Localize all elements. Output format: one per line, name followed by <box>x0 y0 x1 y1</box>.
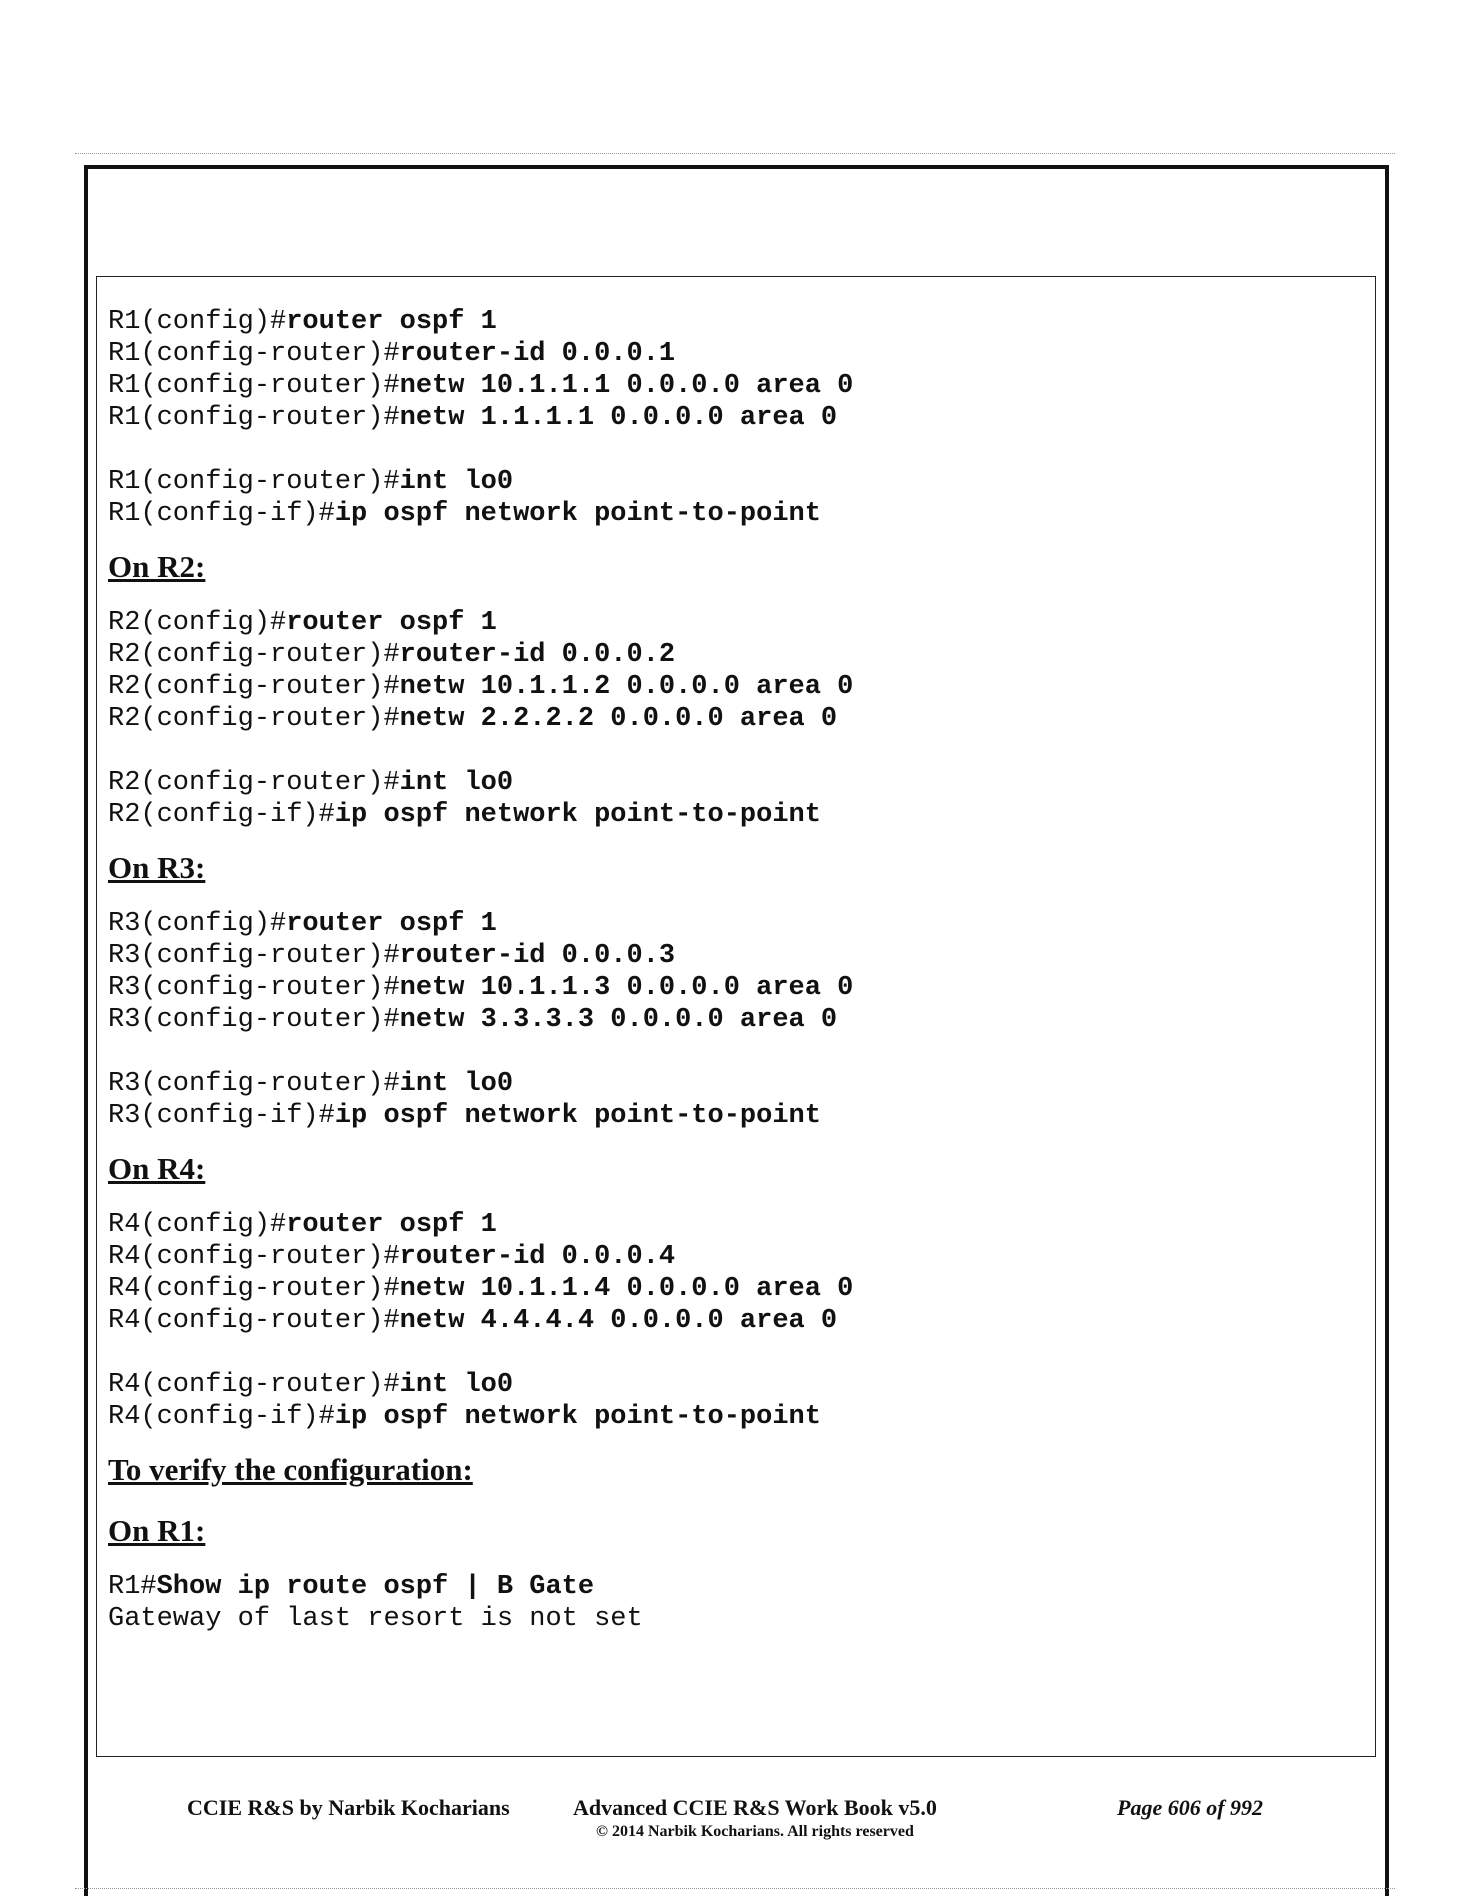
code-prompt: R1# <box>108 1572 157 1602</box>
code-line <box>108 972 1368 1004</box>
section-heading: On R1: <box>108 1513 206 1548</box>
footer-book-title: Advanced CCIE R&S Work Book v5.0 <box>573 1795 937 1820</box>
scan-edge-top <box>75 153 1395 155</box>
code-command: ip ospf network point-to-point <box>334 800 821 830</box>
code-prompt: R2(config-if)# <box>108 800 335 830</box>
code-line <box>108 1100 1368 1132</box>
code-command: ip ospf network point-to-point <box>334 1402 821 1432</box>
code-line <box>108 703 1368 735</box>
footer-copyright: © 2014 Narbik Kocharians. All rights reserved <box>596 1823 914 1840</box>
code-command: netw 2.2.2.2 0.0.0.0 area 0 <box>399 704 838 734</box>
code-line <box>108 1603 1368 1635</box>
code-block <box>108 1209 1368 1433</box>
code-prompt: R1(config-router)# <box>108 339 400 369</box>
code-prompt: R4(config-router)# <box>108 1274 400 1304</box>
document-body <box>108 306 1368 1635</box>
code-line <box>108 1068 1368 1100</box>
code-command: ip ospf network point-to-point <box>334 499 821 529</box>
code-line <box>108 1241 1368 1273</box>
code-command: netw 3.3.3.3 0.0.0.0 area 0 <box>399 1005 838 1035</box>
code-prompt: R3(config-if)# <box>108 1101 335 1131</box>
code-prompt: R2(config-router)# <box>108 704 400 734</box>
code-line <box>108 607 1368 639</box>
code-block <box>108 607 1368 831</box>
code-prompt: R4(config-router)# <box>108 1242 400 1272</box>
code-line <box>108 1305 1368 1337</box>
code-command: ip ospf network point-to-point <box>334 1101 821 1131</box>
code-prompt: R3(config)# <box>108 909 287 939</box>
code-prompt: R2(config-router)# <box>108 672 400 702</box>
code-line <box>108 1004 1368 1036</box>
code-command: router ospf 1 <box>286 909 497 939</box>
code-command: router-id 0.0.0.3 <box>399 941 676 971</box>
code-prompt: R1(config-router)# <box>108 467 400 497</box>
code-prompt: R4(config)# <box>108 1210 287 1240</box>
code-command: int lo0 <box>399 1069 514 1099</box>
code-block <box>108 1571 1368 1635</box>
footer-book <box>573 1795 937 1841</box>
code-line <box>108 940 1368 972</box>
code-command: Show ip route ospf | B Gate <box>156 1572 595 1602</box>
code-command: router ospf 1 <box>286 1210 497 1240</box>
code-command: int lo0 <box>399 1370 514 1400</box>
code-line <box>108 799 1368 831</box>
code-command: router-id 0.0.0.1 <box>399 339 676 369</box>
code-line <box>108 370 1368 402</box>
code-prompt: R4(config-if)# <box>108 1402 335 1432</box>
section-heading: To verify the configuration: <box>108 1452 473 1487</box>
code-prompt: R2(config-router)# <box>108 768 400 798</box>
code-command: router ospf 1 <box>286 307 497 337</box>
code-command: netw 4.4.4.4 0.0.0.0 area 0 <box>399 1306 838 1336</box>
code-line <box>108 1209 1368 1241</box>
code-line <box>108 908 1368 940</box>
code-command: netw 10.1.1.3 0.0.0.0 area 0 <box>399 973 854 1003</box>
code-line <box>108 306 1368 338</box>
code-command: int lo0 <box>399 768 514 798</box>
code-command: netw 1.1.1.1 0.0.0.0 area 0 <box>399 403 838 433</box>
code-prompt: R2(config)# <box>108 608 287 638</box>
code-prompt: R1(config-router)# <box>108 371 400 401</box>
code-prompt: R1(config-router)# <box>108 403 400 433</box>
code-prompt: R4(config-router)# <box>108 1370 400 1400</box>
code-command: netw 10.1.1.4 0.0.0.0 area 0 <box>399 1274 854 1304</box>
code-command: router-id 0.0.0.2 <box>399 640 676 670</box>
scan-edge-bottom <box>75 1888 1395 1890</box>
code-prompt: R3(config-router)# <box>108 973 400 1003</box>
code-block <box>108 306 1368 530</box>
code-line <box>108 338 1368 370</box>
code-prompt: R2(config-router)# <box>108 640 400 670</box>
code-line <box>108 1369 1368 1401</box>
code-line <box>108 671 1368 703</box>
code-prompt: R3(config-router)# <box>108 1069 400 1099</box>
section-heading: On R3: <box>108 850 206 885</box>
blank-line <box>108 1337 1368 1369</box>
blank-line <box>108 1036 1368 1068</box>
code-command: int lo0 <box>399 467 514 497</box>
code-prompt: Gateway of last resort is not set <box>108 1604 643 1634</box>
section-heading: On R2: <box>108 549 206 584</box>
code-line <box>108 639 1368 671</box>
blank-line <box>108 735 1368 767</box>
code-block <box>108 908 1368 1132</box>
footer-page-number: Page 606 of 992 <box>1117 1795 1264 1820</box>
code-prompt: R3(config-router)# <box>108 941 400 971</box>
code-line <box>108 1273 1368 1305</box>
code-command: netw 10.1.1.1 0.0.0.0 area 0 <box>399 371 854 401</box>
code-line <box>108 767 1368 799</box>
code-command: router-id 0.0.0.4 <box>399 1242 676 1272</box>
section-heading: On R4: <box>108 1151 206 1186</box>
code-line <box>108 498 1368 530</box>
footer-author: CCIE R&S by Narbik Kocharians <box>187 1795 510 1820</box>
code-prompt: R3(config-router)# <box>108 1005 400 1035</box>
code-line <box>108 402 1368 434</box>
code-prompt: R1(config-if)# <box>108 499 335 529</box>
code-line <box>108 1401 1368 1433</box>
code-command: netw 10.1.1.2 0.0.0.0 area 0 <box>399 672 854 702</box>
blank-line <box>108 434 1368 466</box>
code-line <box>108 466 1368 498</box>
code-command: router ospf 1 <box>286 608 497 638</box>
code-prompt: R1(config)# <box>108 307 287 337</box>
code-prompt: R4(config-router)# <box>108 1306 400 1336</box>
code-line <box>108 1571 1368 1603</box>
